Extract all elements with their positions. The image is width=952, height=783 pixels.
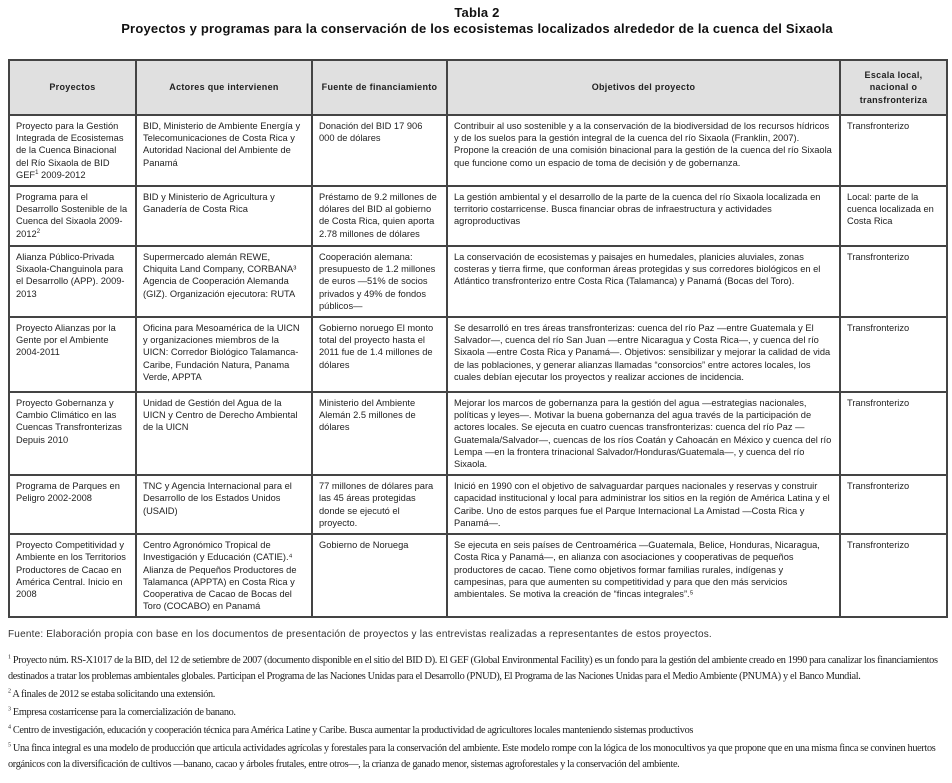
cell-actores: BID y Ministerio de Agricultura y Ganadería de Costa Rica [136, 186, 312, 246]
header-fuente: Fuente de financiamiento [312, 60, 447, 115]
header-objetivos: Objetivos del proyecto [447, 60, 840, 115]
projects-table [8, 59, 948, 618]
cell-proyecto [9, 475, 136, 534]
table-number: Tabla 2 [454, 5, 500, 20]
table-title: Proyectos y programas para la conservación de los ecosistemas localizados alrededor de la cuenca del Sixaola [121, 21, 833, 36]
cell-actores: Oficina para Mesoamérica de la UICN y organizaciones miembros de la UICN: Corredor Biológico Talamanca-Caribe, Fundación Natura, Panama Verde, APPTA [136, 317, 312, 392]
proyecto-name: Proyecto Competitividad y Ambiente en los Territorios Productores de Cacao en América Central. Inicio en 2008 [16, 540, 126, 600]
cell-objetivos: Se ejecuta en seis países de Centroamérica —Guatemala, Belice, Honduras, Nicaragua, Costa Rica y Panamá—, en alianza con asociaciones y cooperativas de pequeños productores de cacao. Tiene como objetivos formar familias rurales, indígenas y campesinas, para que aumenten su competitividad y para que den más servicios ambientales. Se motiva la creación de “fincas integrales”.⁵ [447, 534, 840, 617]
cell-actores: TNC y Agencia Internacional para el Desarrollo de los Estados Unidos (USAID) [136, 475, 312, 534]
cell-objetivos: La gestión ambiental y el desarrollo de la parte de la cuenca del río Sixaola localizada en territorio costarricense. Busca financiar obras de infraestructura y actividades agroproductivas [447, 186, 840, 246]
table-row [9, 317, 947, 392]
table-row [9, 186, 947, 246]
cell-fuente: 77 millones de dólares para las 45 áreas protegidas donde se ejecutó el proyecto. [312, 475, 447, 534]
cell-proyecto [9, 317, 136, 392]
proyecto-name: Programa de Parques en Peligro 2002-2008 [16, 481, 120, 504]
cell-escala: Transfronterizo [840, 534, 947, 617]
cell-escala: Transfronterizo [840, 392, 947, 475]
cell-proyecto [9, 392, 136, 475]
cell-fuente: Préstamo de 9.2 millones de dólares del BID al gobierno de Costa Rica, quien aporta 2.78 millones de dólares [312, 186, 447, 246]
cell-actores: Supermercado alemán REWE, Chiquita Land Company, CORBANA³ Agencia de Cooperación Alemanda (GIZ). Organización ejecutora: RUTA [136, 246, 312, 317]
footnote-mark: 3 [8, 707, 11, 714]
footnote-ref: 1 [35, 169, 39, 176]
table-row [9, 246, 947, 317]
proyecto-name: Proyecto Alianzas por la Gente por el Ambiente 2004-2011 [16, 323, 116, 358]
cell-objetivos: La conservación de ecosistemas y paisajes en humedales, planicies aluviales, zonas costeras y tierra firme, que conforman áreas protegidas y sus corredores biológicos en el Atlántico transfronterizo entre Costa Rica (Talamanca) y Panamá (Bocas del Toro). [447, 246, 840, 317]
proyecto-name: Programa para el Desarrollo Sostenible de la Cuenca del Sixaola 2009-2012 [16, 192, 128, 239]
table-source: Fuente: Elaboración propia con base en los documentos de presentación de proyectos y las entrevistas realizadas a representantes de estos proyectos. [8, 629, 712, 641]
cell-proyecto [9, 186, 136, 246]
footnote-mark: 4 [8, 725, 11, 732]
cell-objetivos: Se desarrolló en tres áreas transfronterizas: cuenca del río Paz —entre Guatemala y El Salvador—, cuenca del río San Juan —entre Nicaragua y Costa Rica—, y cuenca del río Sixaola —entre Costa Rica y Panamá—. Objetivos: sensibilizar y mejorar la calidad de vida de las poblaciones, y generar alianzas llamadas “consorcios” entre actores locales, los cuales debían ejecutar los proyectos y realizar acciones de incidencia. [447, 317, 840, 392]
footnote-mark: 1 [8, 655, 11, 662]
footnote-text: Centro de investigación, educación y cooperación técnica para América Latine y Caribe. Busca aumentar la productividad de agricultores locales manteniendo sistemas productivos [12, 725, 694, 737]
table-header-row [9, 60, 947, 115]
footnote-mark: 2 [8, 689, 11, 696]
table-row [9, 534, 947, 617]
table-row [9, 475, 947, 534]
cell-fuente: Gobierno de Noruega [312, 534, 447, 617]
proyecto-name: Alianza Público-Privada Sixaola-Changuinola para el Desarrollo (APP). 2009-2013 [16, 252, 125, 299]
footnote-text: A finales de 2012 se estaba solicitando una extensión. [12, 689, 216, 701]
cell-fuente: Donación del BID 17 906 000 de dólares [312, 115, 447, 186]
proyecto-name: Proyecto Gobernanza y Cambio Climático en las Cuencas Transfronterizas Depuis 2010 [16, 398, 122, 445]
cell-objetivos: Mejorar los marcos de gobernanza para la gestión del agua —estrategias nacionales, políticas y leyes—. Motivar la buena gobernanza del agua través de la participación de actores locales. Se ejecuta en cuatro cuencas transfronterizas: cuenca del río Paz —Guatemala/Salvador—, cuencas de los ríos Coatán y Cahoacán en México y cuenca del río Lempa —en la frontera trinacional Salvador/Honduras/Guatemala—, y cuenca del río Sixaola. [447, 392, 840, 475]
footnote [8, 653, 946, 685]
header-escala: Escala local, nacional o transfronteriza [840, 60, 947, 115]
cell-escala: Transfronterizo [840, 475, 947, 534]
footnote-text: Proyecto núm. RS-X1017 de la BID, del 12 de setiembre de 2007 (documento disponible en el sitio del BID D). El GEF (Global Environmental Facility) es un fondo para la gestión del ambiente creado en 1990 para canalizar los financiamientos destinados a tratar los problemas ambientales globales. Participan el Programa de las Naciones Unidas para el Desarrollo (PNUD), El Programa de las Naciones Unidas para el Medio Ambiente (PNUMA) y el Banco Mundial. [8, 655, 938, 683]
cell-escala: Transfronterizo [840, 246, 947, 317]
table-row [9, 115, 947, 186]
cell-proyecto [9, 534, 136, 617]
table-row [9, 392, 947, 475]
cell-objetivos: Inició en 1990 con el objetivo de salvaguardar parques nacionales y reservas y construir capacidad institucional y local para administrar los sitios en la región de América Latina y el Caribe. Uno de estos parques fue el Parque Internacional La Amistad —Costa Rica y Panamá—. [447, 475, 840, 534]
header-actores: Actores que intervienen [136, 60, 312, 115]
cell-escala: Local: parte de la cuenca localizada en Costa Rica [840, 186, 947, 246]
footnote [8, 723, 946, 739]
cell-escala: Transfronterizo [840, 317, 947, 392]
cell-objetivos: Contribuir al uso sostenible y a la conservación de la biodiversidad de los recursos hídricos y de los suelos para la gestión integral de la cuenca del río Sixaola (Franklin, 2007). Propone la creación de una comisión binacional para la gestión de la cuenca del río Sixaola que funcione como un espacio de toma de decisión y de gobernanza. [447, 115, 840, 186]
cell-proyecto [9, 115, 136, 186]
footnote-text: Una finca integral es una modelo de producción que articula actividades agrícolas y forestales para la conservación del ambiente. Este modelo rompe con la lógica de los monocultivos ya que propone que en una misma finca se convinen huertos orgánicos con la diversificación de cultivos —banano, cacao y árboles frutales, entre otros—, la crianza de ganado menor, sistemas agroforestales y la conservación del ambiente. [8, 743, 936, 771]
footnote-mark: 5 [8, 743, 11, 750]
cell-actores: BID, Ministerio de Ambiente Energía y Telecomunicaciones de Costa Rica y Autoridad Nacional del Ambiente de Panamá [136, 115, 312, 186]
footnote-ref: 2 [36, 228, 41, 235]
cell-fuente: Cooperación alemana: presupuesto de 1.2 millones de euros —51% de socios privados y 49% de fondos públicos— [312, 246, 447, 317]
cell-fuente: Gobierno noruego El monto total del proyecto hasta el 2011 fue de 1.4 millones de dólares [312, 317, 447, 392]
footnote [8, 687, 946, 703]
footnote [8, 705, 946, 721]
cell-actores: Centro Agronómico Tropical de Investigación y Educación (CATIE).⁴ Alianza de Pequeños Productores de Talamanca (APPTA) en Costa Rica y Cooperativa de Cacao de Bocas del Toro (COCABO) en Panamá [136, 534, 312, 617]
proyecto-years: 2009-2012 [38, 169, 86, 180]
cell-proyecto [9, 246, 136, 317]
cell-fuente: Ministerio del Ambiente Alemán 2.5 millones de dólares [312, 392, 447, 475]
header-proyectos: Proyectos [9, 60, 136, 115]
proyecto-name: Proyecto para la Gestión Integrada de Ecosistemas de la Cuenca Binacional del Río Sixaola de BID GEF [16, 121, 124, 180]
cell-actores: Unidad de Gestión del Agua de la UICN y Centro de Derecho Ambiental de la UICN [136, 392, 312, 475]
footnote-text: Empresa costarricense para la comercialización de banano. [12, 707, 236, 719]
cell-escala: Transfronterizo [840, 115, 947, 186]
footnotes [8, 653, 946, 773]
